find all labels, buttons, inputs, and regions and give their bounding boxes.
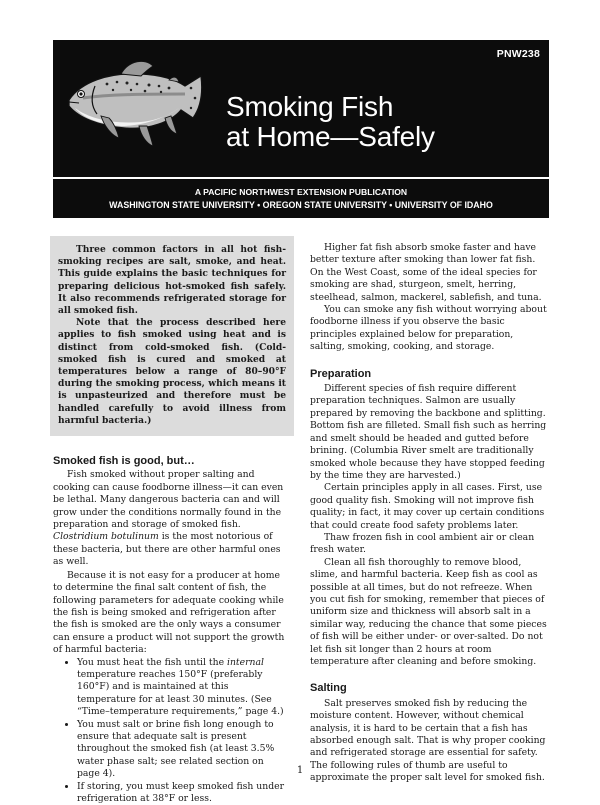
intro-paragraph-2: Note that the process described here applies to fish smoked using heat and is distinct from cold-smoked fish. (Cold-smoked fish is cured and smoked at temperatures below a range of 80–90°F during the smoking process, which means it is unpasteurized and therefore must be handled carefully to avoid illness from harmful bacteria.) — [58, 317, 286, 426]
safety-requirements-list — [53, 657, 289, 805]
prep-paragraph-1: Different species of fish require different preparation techniques. Salmon are usually prepared by removing the backbone and splitting. Bottom fish are filleted. Small fish such as herring and smelt should be headed and gutted before brining. (Columbia River smelt are traditionally smoked whole because they have stopped feeding by the time they are harvested.) — [310, 383, 547, 481]
publication-code: PNW238 — [496, 48, 540, 60]
prep-paragraph-4: Clean all fish thoroughly to remove blood, slime, and harmful bacteria. Keep fish as cool as possible at all times, but do not refreeze. When you cut fish for smoking, remember that pieces of uniform size and thickness will absorb salt in a similar way, reducing the chance that some pieces of fish will be either under- or over-salted. Do not let fish sit longer than 2 hours at room temperature after cleaning and before smoking. — [310, 556, 547, 667]
title-line-2: at Home—Safely — [226, 121, 435, 152]
bacteria-name: Clostridium botulinum — [53, 531, 159, 543]
steelhead-fish-icon — [61, 52, 211, 162]
list-item: • If storing, you must keep smoked fish under refrigeration at 38°F or less. — [77, 781, 289, 805]
publication-series: A PACIFIC NORTHWEST EXTENSION PUBLICATION — [194, 187, 408, 197]
section1-paragraph-1: Fish smoked without proper salting and cooking can cause foodborne illness—it can even be lethal. Many dangerous bacteria can and will grow under the conditions normally found in the preparation and storage of smoked fish. Clostridium botulinum is the most notorious of these bacteria, but there are other harmful ones as well. — [53, 469, 284, 568]
section1-paragraph-2: Because it is not easy for a producer at home to determine the final salt content of fish, the following parameters for adequate cooking while the fish is being smoked and refrigeration after the fish is smoked are the only ways a consumer can ensure a product will not support the growth of harmful bacteria: — [53, 569, 285, 656]
salting-paragraph-1: Salt preserves smoked fish by reducing the moisture content. However, without chemical analysis, it is hard to be certain that a fish has absorbed enough salt. That is why proper cooking and refrigerated storage are essential for safety. The following rules of thumb are useful to approximate the proper salt level for smoked fish. — [310, 697, 546, 784]
intro-paragraph-1: Three common factors in all hot fish-smoking recipes are salt, smoke, and heat. This guide explains the basic techniques for preparing delicious hot-smoked fish safely. It also recommends refrigerated storage for all smoked fish. — [58, 244, 286, 317]
publication-header — [53, 40, 549, 218]
university-list: WASHINGTON STATE UNIVERSITY • OREGON STATE UNIVERSITY • UNIVERSITY OF IDAHO — [109, 200, 493, 210]
intro-box — [50, 236, 294, 436]
list-item: • You must heat the fish until the internal temperature reaches 150°F (preferably 160°F) and is maintained at this temperature for at least 30 minutes. (See “Time–temperature requirements,” page 4.) — [77, 657, 289, 719]
section-heading-salting: Salting — [310, 682, 347, 695]
page-number: 1 — [296, 765, 304, 776]
publisher-block — [53, 186, 549, 212]
prep-paragraph-3: Thaw frozen fish in cool ambient air or clean fresh water. — [310, 531, 535, 556]
right-paragraph-2: You can smoke any fish without worrying about foodborne illness if you observe the basic principles explained below for preparation, salting, smoking, cooking, and storage. — [310, 304, 547, 353]
document-title — [226, 92, 435, 152]
right-column — [310, 242, 549, 785]
right-paragraph-1: Higher fat fish absorb smoke faster and have better texture after smoking than lower fat fish. On the West Coast, some of the ideal species for smoking are shad, sturgeon, smelt, herring, steelhead, salmon, mackerel, sablefish, and tuna. — [310, 242, 542, 303]
prep-paragraph-2: Certain principles apply in all cases. First, use good quality fish. Smoking will not improve fish quality; in fact, it may cover up certain conditions that could create food safety problems later. — [310, 482, 545, 531]
section-heading-smoked-fish: Smoked fish is good, but… — [53, 455, 195, 468]
header-divider — [53, 177, 549, 179]
title-line-1: Smoking Fish — [226, 91, 394, 122]
section-heading-preparation: Preparation — [310, 367, 372, 380]
list-item: • You must salt or brine fish long enough to ensure that adequate salt is present throughout the smoked fish (at least 3.5% water phase salt; see related section on page 4). — [77, 719, 289, 781]
left-column — [53, 236, 289, 805]
